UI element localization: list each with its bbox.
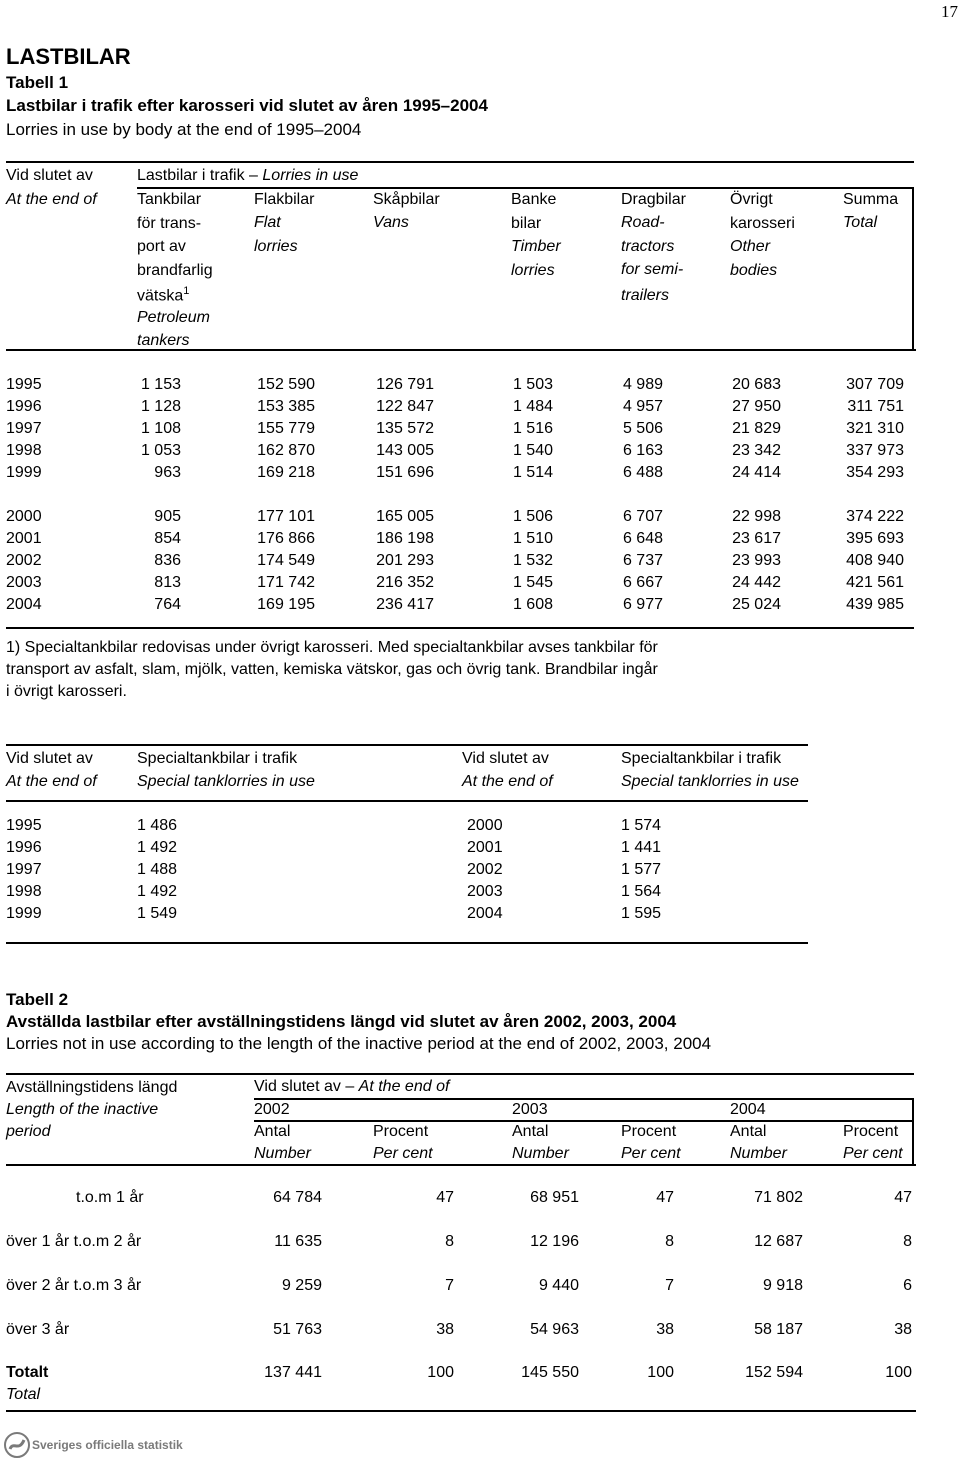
value-cell: 122 847 [376,398,434,415]
value-cell: 25 024 [732,596,781,613]
value-cell: 1 510 [512,530,553,547]
value-cell: 100 [427,1364,454,1381]
value-cell: 1 503 [512,376,553,393]
column-header-en: Petroleum [137,308,210,326]
value-cell: 155 779 [257,420,315,437]
value-cell: 1 108 [140,420,181,437]
sos-logo [4,1432,183,1460]
value-cell: 47 [656,1189,674,1206]
table2-stub-en: Length of the inactive [6,1101,159,1118]
table2-group-rule-2 [254,1120,914,1122]
special-value-header-sv: Specialtankbilar i trafik [137,750,298,767]
value-cell: 1 595 [621,905,662,922]
value-cell: 7 [665,1277,674,1294]
value-cell: 6 488 [622,464,663,481]
year-header: 2002 [254,1101,290,1118]
table1-bottom-rule [6,627,914,629]
value-cell: 337 973 [846,442,904,459]
table1-header-rule [6,349,916,351]
value-cell: 22 998 [732,508,781,525]
year-cell: 2002 [6,552,42,569]
special-value-header-sv-2: Specialtankbilar i trafik [621,750,782,767]
year-cell: 1998 [6,883,42,900]
column-header-sv-footnoted [137,285,189,306]
year-cell: 1996 [6,839,42,856]
column-header-sv: brandfarlig [137,261,213,279]
value-cell: 439 985 [846,596,904,613]
year-cell: 1997 [6,420,42,437]
antal-header-en: Number [512,1145,569,1162]
table2-group-rule-1 [254,1098,914,1100]
value-cell: 1 441 [621,839,662,856]
year-cell: 2004 [6,596,42,613]
value-cell: 4 989 [622,376,663,393]
row-label: över 3 år [6,1321,70,1338]
column-header-en: trailers [621,286,670,304]
special-value-header-en-2: Special tanklorries in use [621,773,799,790]
value-cell: 145 550 [521,1364,579,1381]
row-label: t.o.m 1 år [76,1189,144,1206]
value-cell: 1 549 [137,905,178,922]
value-cell: 9 918 [762,1277,803,1294]
year-cell: 1998 [6,442,42,459]
value-cell: 1 153 [140,376,181,393]
table1-group-rule [137,187,914,189]
special-stub-en-2: At the end of [462,773,553,790]
value-cell: 27 950 [732,398,781,415]
value-cell: 1 053 [140,442,181,459]
table2-stub-en: period [6,1123,51,1140]
row-label-en: Total [6,1386,41,1403]
column-header-en: lorries [254,237,298,255]
value-cell: 374 222 [846,508,904,525]
value-cell: 6 648 [622,530,663,547]
column-header-sv: Övrigt [730,191,773,208]
value-cell: 1 492 [137,839,178,856]
value-cell: 311 751 [847,398,904,415]
year-cell: 2004 [467,905,503,922]
year-header: 2003 [512,1101,548,1118]
footnote-line: 1) Specialtankbilar redovisas under övrigt karosseri. Med specialtankbilar avses tankbilar för [6,639,658,656]
value-cell: 1 516 [512,420,553,437]
value-cell: 143 005 [376,442,434,459]
value-cell: 8 [903,1233,912,1250]
table2-label: Tabell 2 [6,990,69,1009]
table2-title-en: Lorries not in use according to the length of the inactive period at the end of 2002, 2003, 2004 [6,1034,712,1053]
section-title: LASTBILAR [6,44,131,69]
year-cell: 1997 [6,861,42,878]
value-cell: 12 687 [754,1233,803,1250]
column-header-sv: port av [137,238,186,255]
value-cell: 1 484 [512,398,553,415]
column-header-sv: Dragbilar [621,191,686,208]
table1-title-sv: Lastbilar i trafik efter karosseri vid slutet av åren 1995–2004 [6,96,488,115]
footnote-line: transport av asfalt, slam, mjölk, vatten, kemiska vätskor, gas och övrig tank. Brandbilar ingår [6,661,658,678]
value-cell: 100 [885,1364,912,1381]
value-cell: 963 [154,464,181,481]
table2-group-header [254,1078,449,1096]
value-cell: 24 442 [732,574,781,591]
table2-stub-sv: Avställningstidens längd [6,1079,178,1096]
antal-header-sv: Antal [254,1123,291,1140]
table1-group-header [137,167,358,185]
value-cell: 152 594 [745,1364,803,1381]
value-cell: 54 963 [530,1321,579,1338]
special-stub-en: At the end of [6,773,97,790]
procent-header-sv: Procent [621,1123,677,1140]
value-cell: 1 506 [512,508,553,525]
value-cell: 38 [436,1321,454,1338]
value-cell: 201 293 [376,552,434,569]
table1-label: Tabell 1 [6,73,69,92]
header-word: vätska [137,287,184,305]
value-cell: 1 540 [512,442,553,459]
value-cell: 71 802 [754,1189,803,1206]
value-cell: 47 [436,1189,454,1206]
value-cell: 764 [154,596,181,613]
table2-right-rule [912,1098,914,1166]
value-cell: 9 440 [538,1277,579,1294]
value-cell: 100 [647,1364,674,1381]
column-header-sv: bilar [511,214,542,232]
antal-header-sv: Antal [512,1123,549,1140]
value-cell: 38 [894,1321,912,1338]
value-cell: 8 [445,1233,454,1250]
value-cell: 1 486 [137,817,178,834]
antal-header-en: Number [730,1145,787,1162]
value-cell: 169 195 [257,596,315,613]
column-header-en: Road- [621,214,665,231]
value-cell: 1 128 [140,398,181,415]
value-cell: 135 572 [376,420,434,437]
value-cell: 51 763 [273,1321,322,1338]
value-cell: 1 564 [621,883,662,900]
value-cell: 905 [154,508,181,525]
value-cell: 176 866 [257,530,315,547]
value-cell: 354 293 [846,464,904,481]
antal-header-en: Number [254,1145,311,1162]
year-header: 2004 [730,1101,766,1118]
value-cell: 1 574 [621,817,662,834]
column-header-en: tractors [621,237,675,255]
group-header-sv: Vid slutet av – [254,1078,355,1095]
column-header-en: Timber [511,238,561,255]
value-cell: 137 441 [264,1364,322,1381]
value-cell: 6 667 [622,574,663,591]
sos-emblem-icon [4,1432,30,1458]
value-cell: 8 [665,1233,674,1250]
value-cell: 6 163 [622,442,663,459]
value-cell: 126 791 [376,376,434,393]
value-cell: 813 [154,574,181,591]
column-header-sv: för trans- [137,214,202,232]
column-header-sv: Skåpbilar [373,191,440,208]
year-cell: 2000 [467,817,503,834]
procent-header-en: Per cent [843,1145,903,1162]
value-cell: 38 [656,1321,674,1338]
value-cell: 23 342 [732,442,781,459]
value-cell: 1 532 [512,552,553,569]
special-header-rule [6,800,808,802]
special-value-header-en: Special tanklorries in use [137,773,315,790]
value-cell: 186 198 [376,530,434,547]
value-cell: 9 259 [281,1277,322,1294]
table1-right-rule [912,187,914,351]
row-label: över 2 år t.o.m 3 år [6,1277,142,1294]
value-cell: 1 577 [621,861,662,878]
value-cell: 5 506 [622,420,663,437]
column-header-sv: Banke [511,191,557,208]
year-cell: 1999 [6,464,42,481]
value-cell: 421 561 [846,574,904,591]
value-cell: 395 693 [846,530,904,547]
value-cell: 58 187 [754,1321,803,1338]
value-cell: 1 545 [512,574,553,591]
column-header-sv: Summa [843,191,899,208]
value-cell: 153 385 [257,398,315,415]
value-cell: 21 829 [732,420,781,437]
value-cell: 24 414 [732,464,781,481]
value-cell: 12 196 [530,1233,579,1250]
column-header-sv: Flakbilar [254,191,315,208]
table2-top-rule [6,1073,914,1075]
special-top-rule [6,744,808,746]
footnote-line: i övrigt karosseri. [6,683,127,700]
table2-title-sv: Avställda lastbilar efter avställningstidens längd vid slutet av åren 2002, 2003, 2004 [6,1012,677,1031]
row-label: Totalt [6,1364,49,1381]
value-cell: 162 870 [257,442,315,459]
value-cell: 11 635 [274,1233,322,1250]
table2-header-rule [6,1164,916,1166]
value-cell: 1 492 [137,883,178,900]
value-cell: 4 957 [622,398,663,415]
year-cell: 2001 [6,530,42,547]
table1-stub-sv: Vid slutet av [6,167,93,184]
table2-bottom-rule [6,1410,916,1412]
value-cell: 307 709 [846,376,904,393]
table1-top-rule [6,161,914,163]
value-cell: 68 951 [530,1189,579,1206]
group-header-en: At the end of [358,1078,450,1095]
value-cell: 174 549 [257,552,315,569]
value-cell: 854 [154,530,181,547]
year-cell: 2000 [6,508,42,525]
value-cell: 151 696 [376,464,434,481]
table1-stub-en: At the end of [6,191,97,208]
special-stub-sv: Vid slutet av [6,750,93,767]
value-cell: 836 [154,552,181,569]
value-cell: 408 940 [846,552,904,569]
column-header-en: tankers [137,332,190,349]
value-cell: 169 218 [257,464,315,481]
group-header-en: Lorries in use [262,167,359,184]
procent-header-en: Per cent [373,1145,433,1162]
column-header-en: Vans [373,214,409,231]
column-header-en: Other [730,238,771,255]
value-cell: 6 977 [622,596,663,613]
value-cell: 177 101 [257,508,315,525]
column-header-en: bodies [730,261,778,279]
group-header-sv: Lastbilar i trafik – [137,167,258,184]
value-cell: 216 352 [376,574,434,591]
year-cell: 2002 [467,861,503,878]
value-cell: 165 005 [376,508,434,525]
column-header-en: lorries [511,261,555,279]
antal-header-sv: Antal [730,1123,767,1140]
year-cell: 1995 [6,817,42,834]
column-header-sv: Tankbilar [137,191,202,208]
year-cell: 2003 [467,883,503,900]
year-cell: 1999 [6,905,42,922]
year-cell: 1996 [6,398,42,415]
value-cell: 47 [894,1189,912,1206]
value-cell: 236 417 [376,596,434,613]
footnote-marker: 1 [183,285,190,297]
column-header-sv: karosseri [730,214,795,232]
column-header-en: Flat [254,214,281,231]
value-cell: 321 310 [846,420,904,437]
table1-title-en: Lorries in use by body at the end of 1995–2004 [6,120,362,139]
sos-logo-text: Sveriges officiella statistik [32,1438,183,1452]
special-bottom-rule [6,942,808,944]
value-cell: 23 617 [732,530,781,547]
year-cell: 2003 [6,574,42,591]
procent-header-en: Per cent [621,1145,681,1162]
value-cell: 64 784 [273,1189,322,1206]
row-label: över 1 år t.o.m 2 år [6,1233,142,1250]
value-cell: 171 742 [257,574,315,591]
procent-header-sv: Procent [843,1123,899,1140]
value-cell: 20 683 [732,376,781,393]
procent-header-sv: Procent [373,1123,429,1140]
value-cell: 6 707 [622,508,663,525]
value-cell: 7 [445,1277,454,1294]
value-cell: 1 488 [137,861,178,878]
year-cell: 1995 [6,376,42,393]
special-stub-sv-2: Vid slutet av [462,750,549,767]
value-cell: 152 590 [257,376,315,393]
value-cell: 6 [903,1277,912,1294]
column-header-en: Total [843,214,878,231]
value-cell: 6 737 [622,552,663,569]
value-cell: 1 514 [512,464,553,481]
page-number: 17 [941,2,958,21]
value-cell: 1 608 [512,596,553,613]
year-cell: 2001 [467,839,503,856]
column-header-en: for semi- [621,261,684,278]
value-cell: 23 993 [732,552,781,569]
